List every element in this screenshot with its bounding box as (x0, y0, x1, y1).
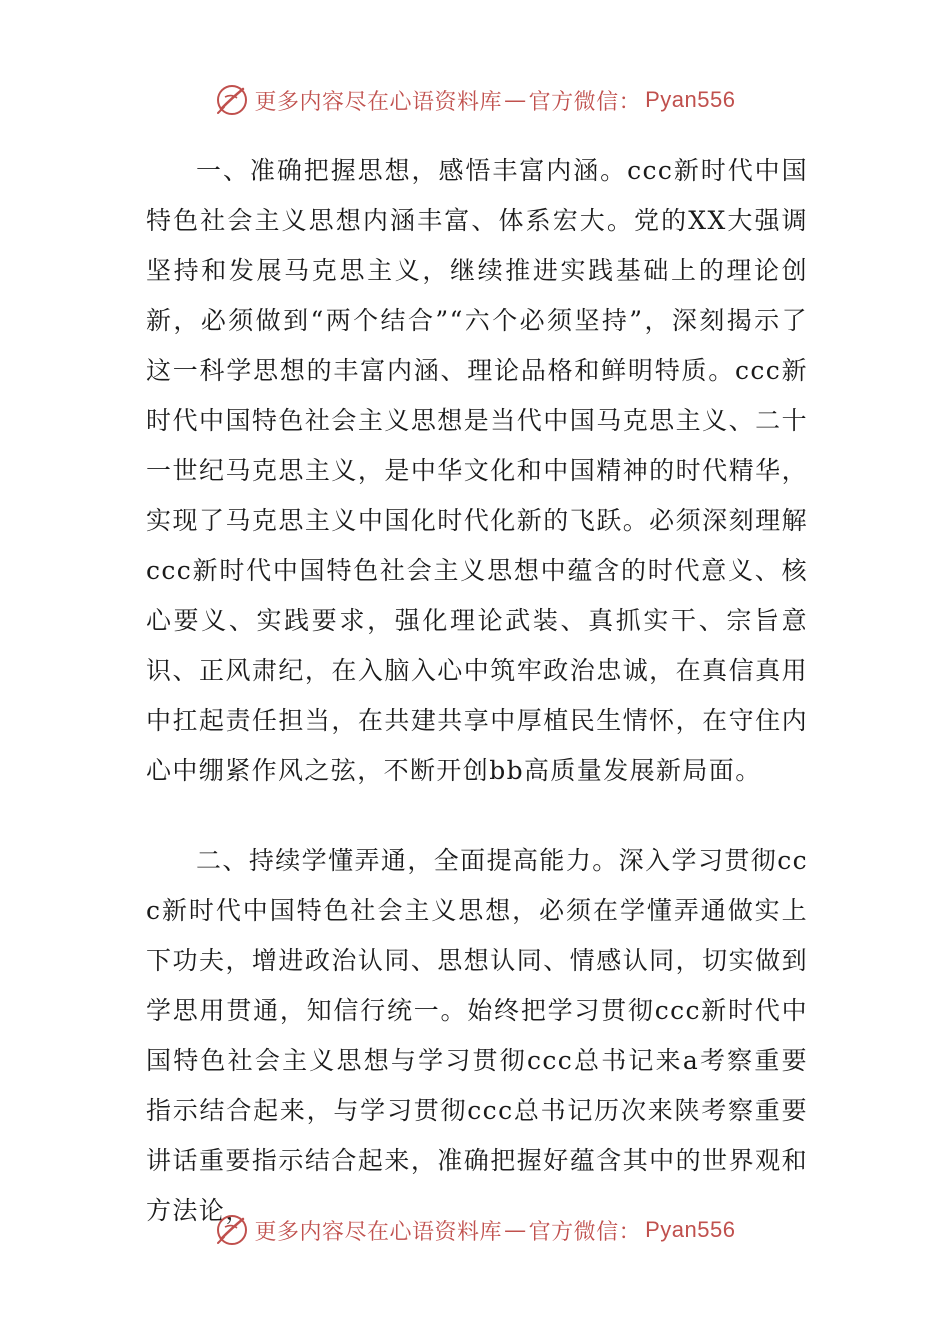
banner-wechat-label: 官方微信： (528, 89, 642, 115)
banner-dash: — (504, 87, 527, 113)
paragraph-1: 一、准确把握思想，感悟丰富内涵。ccc新时代中国特色社会主义思想内涵丰富、体系宏大。党的XX大强调坚持和发展马克思主义，继续推进实践基础上的理论创新，必须做到“两个结合”“六个必须坚持”，深刻揭示了这一科学思想的丰富内涵、理论品格和鲜明特质。ccc新时代中国特色社会主义思想是当代中国马克思主义、二十一世纪马克思主义，是中华文化和中国精神的时代精华，实现了马克思主义中国化时代化新的飞跃。必须深刻理解ccc新时代中国特色社会主义思想中蕴含的时代意义、核心要义、实践要求，强化理论武装、真抓实干、宗旨意识、正风肃纪，在入脑入心中筑牢政治忠诚，在真信真用中扛起责任担当，在共建共享中厚植民生情怀，在守住内心中绷紧作风之弦，不断开创bb高质量发展新局面。 (146, 156, 808, 785)
paragraph-2: 二、持续学懂弄通，全面提高能力。深入学习贯彻ccc新时代中国特色社会主义思想，必须在学懂弄通做实上下功夫，增进政治认同、思想认同、情感认同，切实做到学思用贯通，知信行统一。始终把学习贯彻ccc新时代中国特色社会主义思想与学习贯彻ccc总书记来a考察重要指示结合起来，与学习贯彻ccc总书记历次来陕考察重要讲话重要指示结合起来，准确把握好蕴含其中的世界观和方法论， (146, 846, 808, 1225)
banner-wechat-id: Pyan556 (645, 1217, 736, 1242)
banner-library-text: 更多内容尽在心语资料库 (254, 1219, 503, 1245)
banner-text (255, 85, 736, 116)
pen-logo-icon (215, 1213, 249, 1247)
banner-wechat-label: 官方微信： (528, 1219, 642, 1245)
banner-text (255, 1215, 736, 1246)
banner-library-text: 更多内容尽在心语资料库 (254, 89, 503, 115)
pen-logo-icon (215, 83, 249, 117)
document-body (146, 146, 808, 1236)
header-banner (0, 80, 950, 120)
banner-dash: — (504, 1217, 527, 1243)
banner-wechat-id: Pyan556 (645, 87, 736, 112)
footer-banner (0, 1210, 950, 1250)
